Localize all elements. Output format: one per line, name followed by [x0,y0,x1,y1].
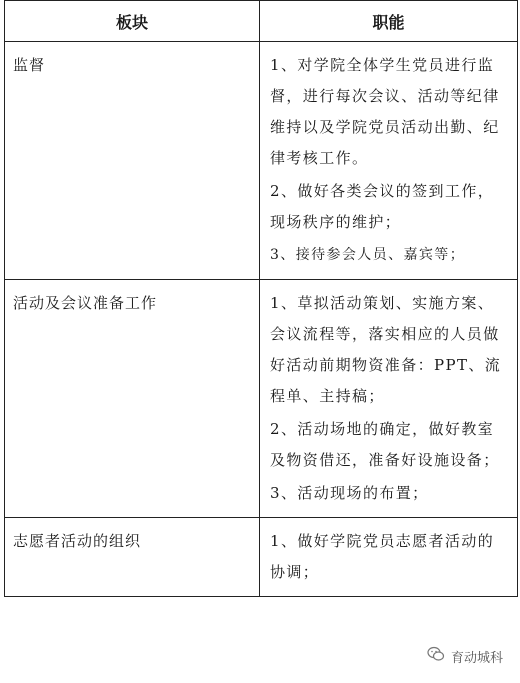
watermark-text: 育动城科 [450,650,503,666]
section-cell: 志愿者活动的组织 [5,518,260,597]
duty-item: 3、活动现场的布置； [270,484,429,502]
duty-item: 2、活动场地的确定，做好教室及物资借还，准备好设施设备； [270,420,500,469]
table-row [5,518,518,597]
duty-table [4,0,518,597]
duty-item: 3、接待参会人员、嘉宾等； [270,247,466,263]
table-row [5,280,518,518]
duty-cell [260,518,518,597]
header-section: 板块 [5,1,260,42]
duty-cell [260,42,518,280]
duty-item: 1、做好学院党员志愿者活动的协调； [270,532,495,581]
wechat-icon [427,646,445,666]
duty-cell [260,280,518,518]
watermark [424,645,506,667]
section-cell: 活动及会议准备工作 [5,280,260,518]
table-header-row [5,1,518,42]
section-cell: 监督 [5,42,260,280]
header-duty: 职能 [260,1,518,42]
duty-item: 2、做好各类会议的签到工作，现场秩序的维护； [270,182,495,231]
table-row [5,42,518,280]
duty-item: 1、对学院全体学生党员进行监督，进行每次会议、活动等纪律维持以及学院党员活动出勤、纪律考核工作。 [270,56,500,167]
duty-item: 1、草拟活动策划、实施方案、会议流程等，落实相应的人员做好活动前期物资准备：PPT、流程单、主持稿； [270,294,502,405]
